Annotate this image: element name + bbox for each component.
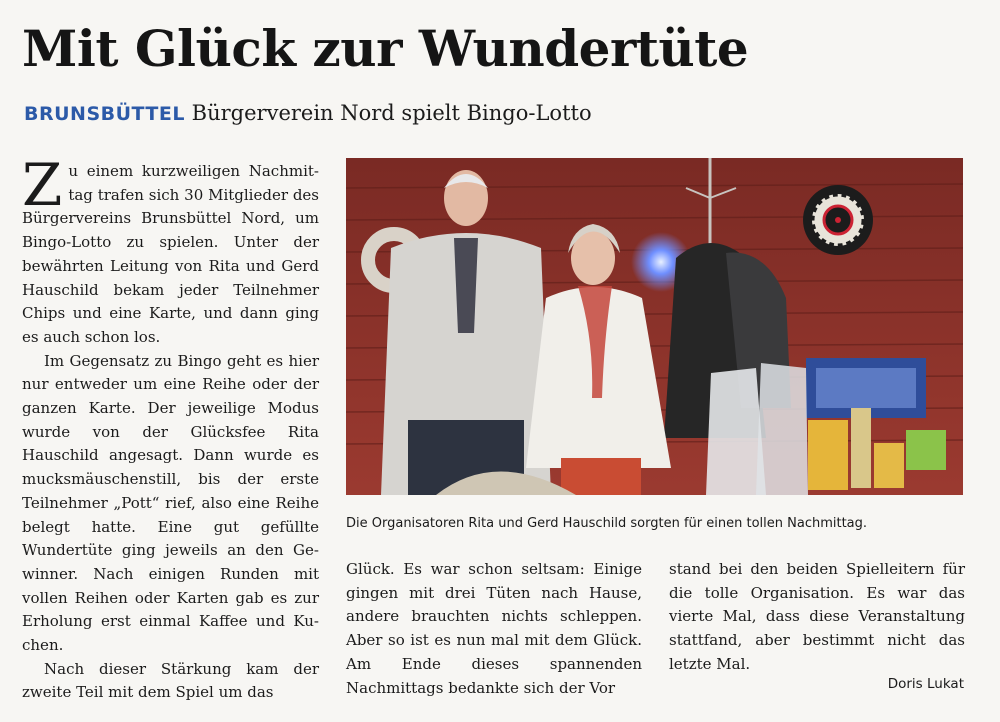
subheadline: Bürgerverein Nord spielt Bingo-Lotto [191,101,592,125]
article-paragraph-3: Nach dieser Stärkung kam der zweite Teil mit dem Spiel um das [22,659,319,702]
column-3-text: stand bei den beiden Spielleitern für die tolle Organisation. Es war das vierte Mal, dass diese Veranstaltung stattfand, aber bestimmt nicht das letzte Mal. [669,560,965,673]
article-column-2 [346,558,642,700]
dartboard-icon [803,185,873,255]
photo-caption: Die Organisatoren Rita und Gerd Hauschild sorgten für einen tollen Nachmittag. [346,516,868,531]
paragraph-1-text: u einem kurzweiligen Nachmittag trafen sich 30 Mitglieder des Bürgervereins Brunsbüttel Nord, um Bingo-Lotto zu spielen. Unter der bewährten Leitung von Rita und Gerd Hauschild bekam jeder Teilnehmer Chips und eine Karte, und dann ging es auch schon los. [22,162,319,346]
author-byline: Doris Lukat [887,676,964,692]
headline: Mit Glück zur Wundertüte [22,19,749,78]
subheadline-line [24,98,592,129]
column-2-text: Glück. Es war schon seltsam: Einige gingen mit drei Tüten nach Hause, andere brauchten nichts schleppen. Aber so ist es nun mal mit dem Glück. Am Ende dieses spannenden Nachmittags bedankte sich der Vor [346,560,642,697]
article-column-1 [22,151,319,705]
article-paragraph-2: Im Gegensatz zu Bingo geht es hier nur entweder um eine Reihe oder der ganzen Karte. Der jeweilige Modus wurde von der Glücksfee Rita Hauschild angesagt. Dann wurde es mucksmäuschenstill, bis der erste Teilnehmer „Pott“ rief, also eine Reihe belegt hatte. Eine gut gefüllte Wundertüte ging jeweils an den Gewinner. Nach einigen Runden mit vollen Reihen oder Karten gab es zur Erholung erst einmal Kaffee und Kuchen. [22,351,319,655]
article-column-3 [669,558,965,677]
dateline: BRUNSBÜTTEL [24,103,185,125]
drop-cap: Z [22,151,63,219]
photo-illustration [346,158,963,495]
article-paragraph-1 [22,151,319,350]
article-photo [346,158,963,495]
